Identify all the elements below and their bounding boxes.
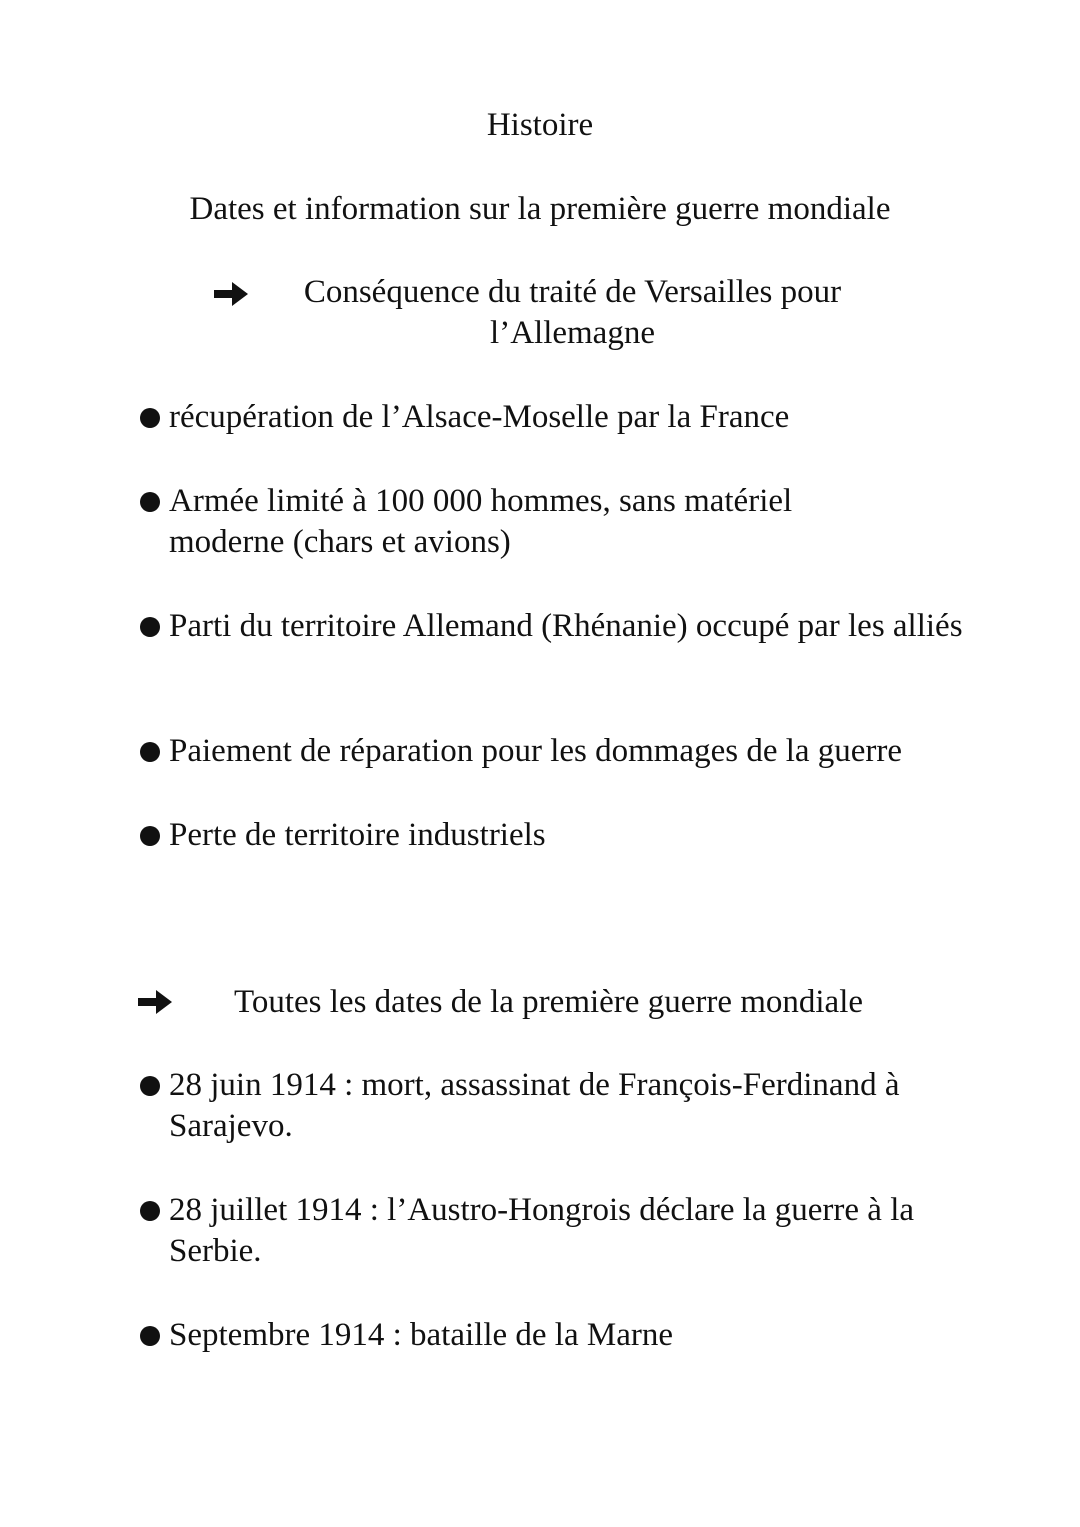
document-title: Histoire — [486, 107, 594, 143]
arrow-right-icon — [136, 987, 176, 1017]
list-item-text: Parti du territoire Allemand (Rhénanie) occupé par les alliés — [169, 608, 963, 644]
list-item-text: récupération de l’Alsace-Moselle par la France — [169, 399, 790, 435]
bullet-icon — [140, 408, 160, 428]
list-item-text: Paiement de réparation pour les dommages de la guerre — [169, 733, 903, 769]
bullet-icon — [140, 617, 160, 637]
list-item-text: Septembre 1914 : bataille de la Marne — [169, 1317, 673, 1353]
section-heading-dates: Toutes les dates de la première guerre mondiale — [234, 984, 864, 1020]
list-item-text: 28 juin 1914 : mort, assassinat de François-Ferdinand à Sarajevo. — [169, 1067, 900, 1144]
document-subtitle: Dates et information sur la première guerre mondiale — [189, 191, 891, 227]
list-item-text: Armée limité à 100 000 hommes, sans matériel moderne (chars et avions) — [169, 483, 793, 560]
bullet-icon — [140, 1201, 160, 1221]
list-item-text: 28 juillet 1914 : l’Austro-Hongrois déclare la guerre à la Serbie. — [169, 1192, 915, 1269]
bullet-icon — [140, 826, 160, 846]
list-item-text: Perte de territoire industriels — [169, 817, 546, 853]
bullet-icon — [140, 742, 160, 762]
arrow-right-icon — [212, 279, 252, 309]
bullet-icon — [140, 1076, 160, 1096]
section-heading-versailles: Conséquence du traité de Versailles pour l’Allemagne — [303, 274, 842, 351]
bullet-icon — [140, 492, 160, 512]
bullet-icon — [140, 1326, 160, 1346]
